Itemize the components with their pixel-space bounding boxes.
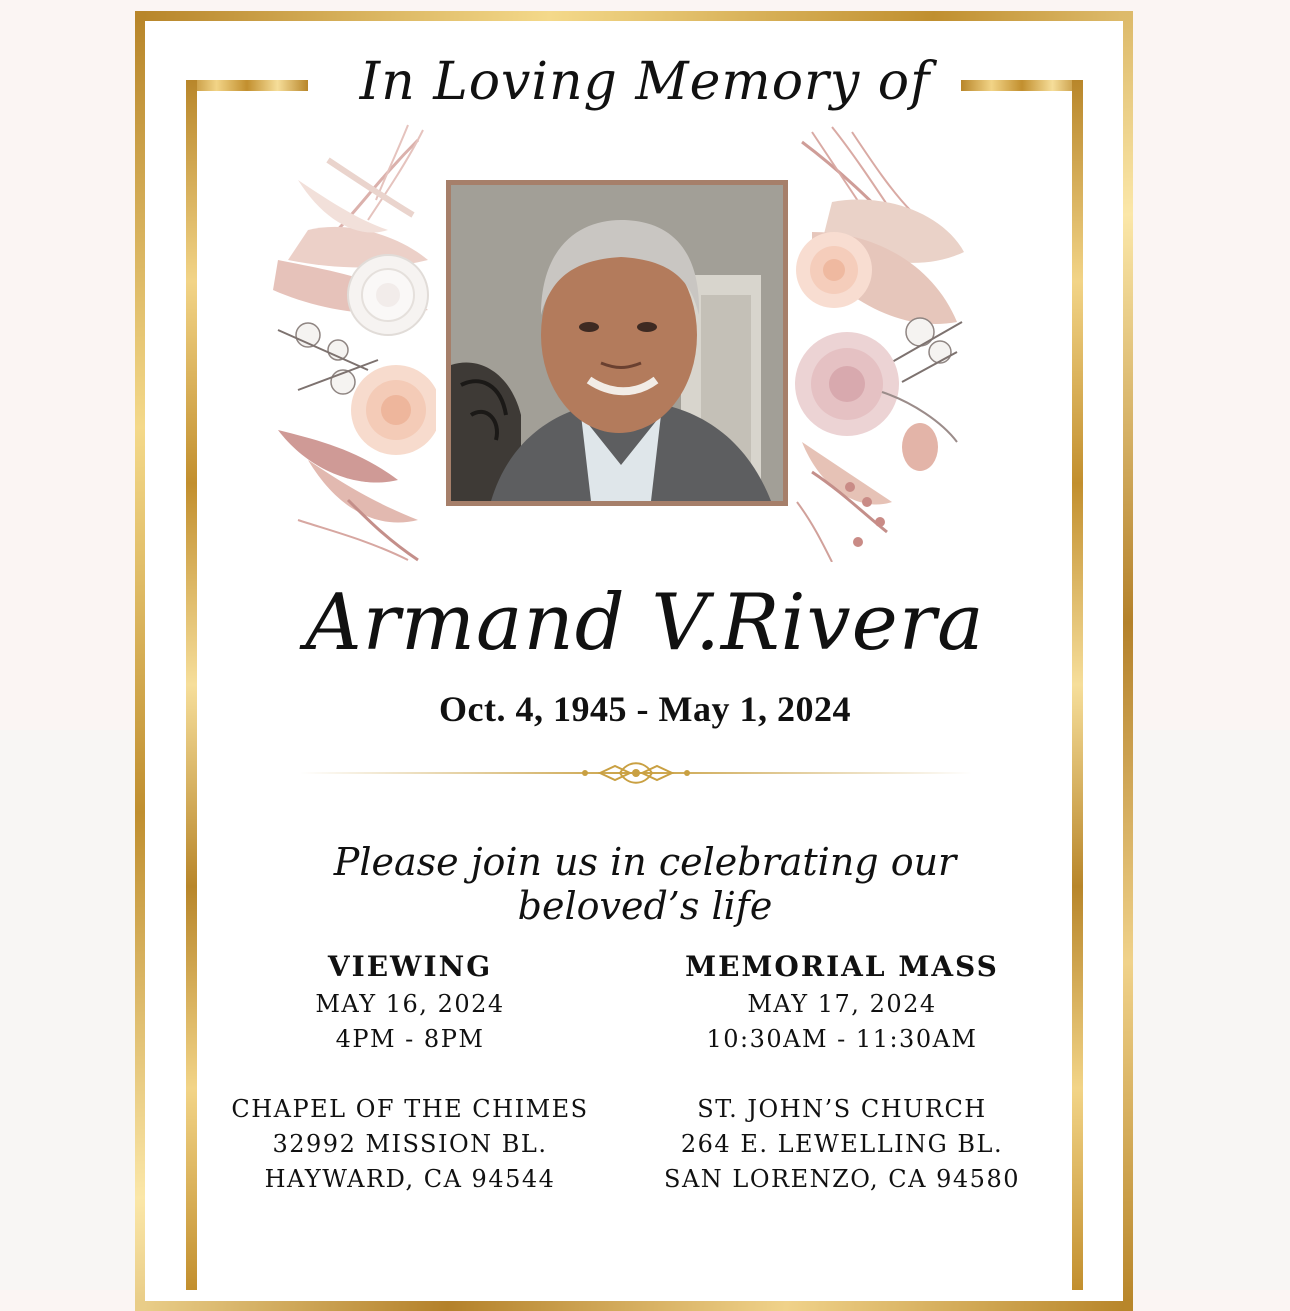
portrait-photo [451, 185, 783, 501]
viewing-details [200, 950, 620, 1197]
deceased-name: Armand V.Rivera [305, 578, 985, 668]
memorial-mass-details [632, 950, 1052, 1197]
gold-frame-top-left [186, 80, 308, 91]
ornamental-divider [300, 758, 972, 788]
memorial-mass-time: 10:30AM - 11:30AM [706, 1025, 978, 1053]
right-floral-bouquet [792, 122, 967, 562]
left-floral-bouquet [268, 120, 436, 565]
viewing-address-line1: 32992 MISSION BL. [272, 1130, 548, 1158]
viewing-date: MAY 16, 2024 [315, 990, 505, 1018]
in-loving-memory-heading: In Loving Memory of [359, 52, 931, 112]
memorial-mass-address-line1: 264 E. LEWELLING BL. [680, 1130, 1004, 1158]
viewing-venue: CHAPEL OF THE CHIMES [231, 1095, 589, 1123]
memorial-mass-date: MAY 17, 2024 [747, 990, 937, 1018]
gold-frame-right [1072, 80, 1083, 1290]
viewing-time: 4PM - 8PM [335, 1025, 485, 1053]
viewing-address-line2: HAYWARD, CA 94544 [264, 1165, 556, 1193]
portrait-photo-frame [446, 180, 788, 506]
memorial-mass-title: MEMORIAL MASS [685, 950, 999, 983]
gold-frame-left [186, 80, 197, 1290]
viewing-title: VIEWING [327, 950, 493, 983]
memorial-mass-venue: ST. JOHN’S CHURCH [697, 1095, 987, 1123]
life-dates: Oct. 4, 1945 - May 1, 2024 [439, 689, 851, 729]
invitation-text: Please join us in celebrating our beloved’s life [333, 840, 957, 928]
memorial-mass-address-line2: SAN LORENZO, CA 94580 [664, 1165, 1020, 1193]
